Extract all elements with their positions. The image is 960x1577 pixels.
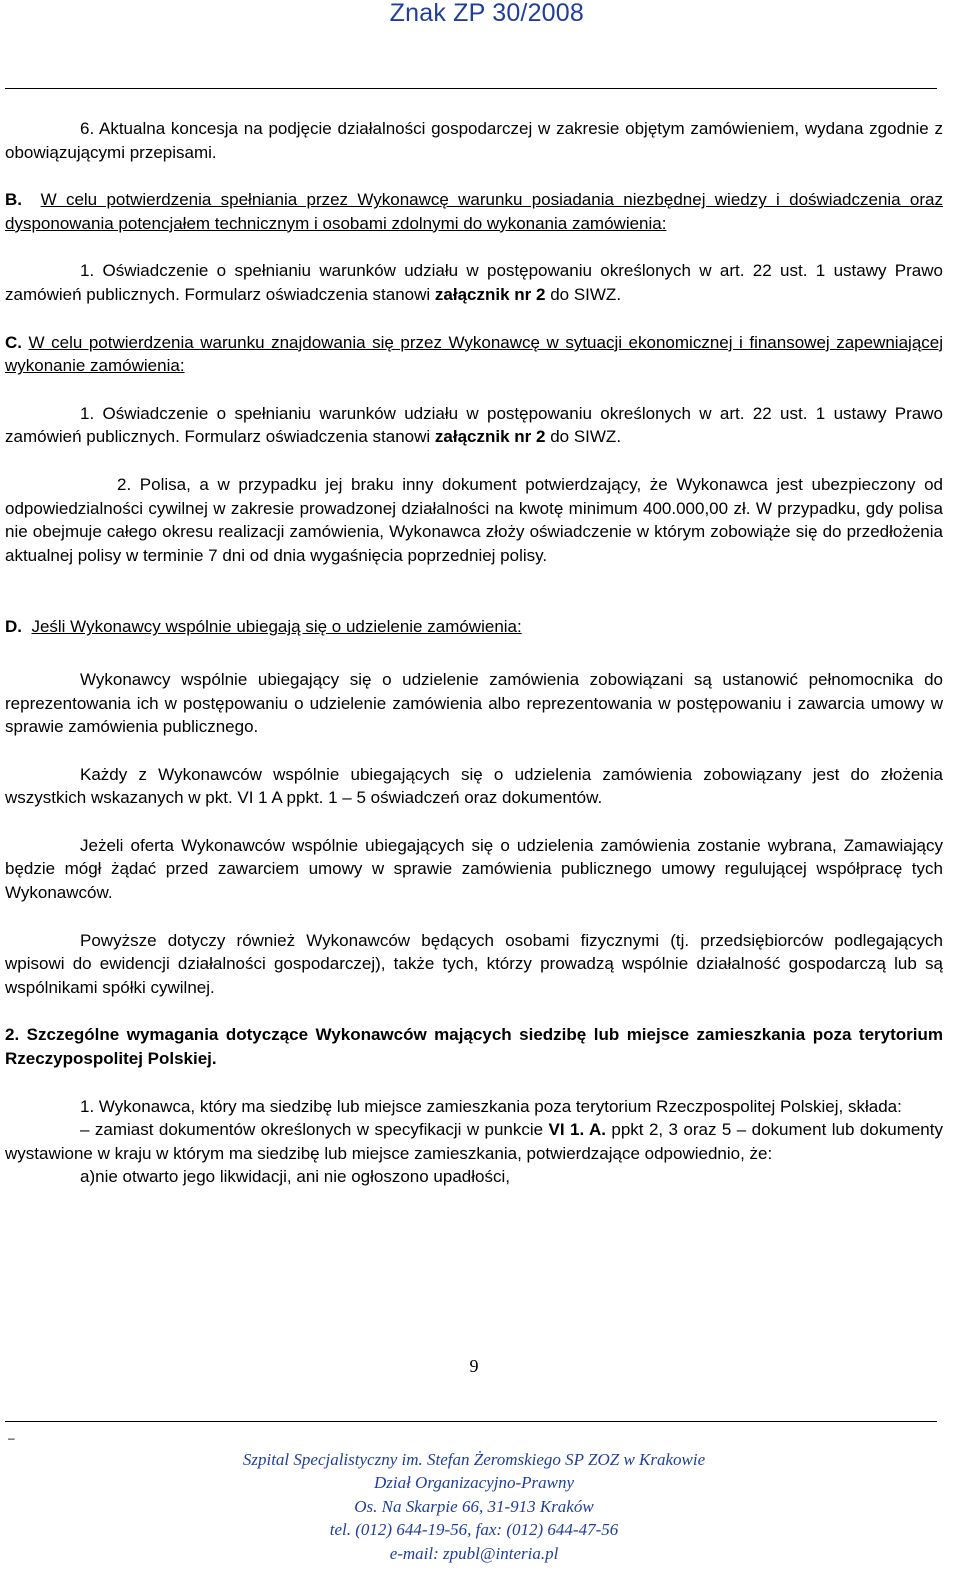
footer-address: Os. Na Skarpie 66, 31-913 Kraków [354,1496,594,1516]
section-c-item-1-end: do SIWZ. [545,427,622,447]
section-2-paragraph-2-end: ppkt 2, 3 oraz 5 – dokument lub dokumenty wystawione w kraju w którym ma siedzibę lub miejsce zamieszkania, potwierdzające odpowiednio, że: [5,1120,943,1163]
section-c-item-2: 2. Polisa, a w przypadku jej braku inny dokument potwierdzający, że Wykonawca jest ubezpieczony od odpowiedzialności cywilnej w zakresie prowadzonej działalności na kwotę minimum 400.000,00 zł. W przypadku, gdy polisa nie obejmuje całego okresu realizacji zamówienia, Wykonawca złoży oświadczenie w którym zobowiąże się do przedłożenia aktualnej polisy w terminie 7 dni od dnia wygaśnięcia poprzedniej polisy. [5,474,943,565]
section-2-paragraph-2 [5,1118,943,1165]
header-divider [5,88,937,89]
section-d-letter: D. [5,617,22,637]
section-2-heading: 2. Szczególne wymagania dotyczące Wykonawców mających siedzibę lub miejsce zamieszkania poza terytorium Rzeczypospolitej Polskiej. [5,1025,943,1069]
document-reference: Znak ZP 30/2008 [389,0,584,27]
section-c-attachment-ref: załącznik nr 2 [434,427,546,447]
footer-dash: – [8,1431,15,1445]
footer [0,1448,948,1565]
footer-email: e-mail: zpubl@interia.pl [389,1543,559,1563]
section-2-paragraph-3: a)nie otwarto jego likwidacji, ani nie ogłoszono upadłości, [80,1167,510,1187]
section-b-letter: B. [5,190,22,210]
section-c-heading-text: W celu potwierdzenia warunku znajdowania się przez Wykonawcę w sytuacji ekonomicznej i finansowej zapewniającej wykonanie zamówienia: [5,332,943,376]
section-d-heading [5,615,943,639]
section-a-item-6: 6. Aktualna koncesja na podjęcie działalności gospodarczej w zakresie objętym zamówieniem, wydana zgodnie z obowiązującymi przepisami. [5,119,943,162]
document-body [5,117,943,1189]
section-d-paragraph-1: Wykonawcy wspólnie ubiegający się o udzielenie zamówienia zobowiązani są ustanowić pełnomocnika do reprezentowania ich w postępowaniu o udzielenie zamówienia albo reprezentowania w postępowaniu i zawarcia umowy w sprawie zamówienia publicznego. [5,669,943,737]
section-2-point-ref: VI 1. A. [548,1120,606,1140]
section-d-paragraph-4: Powyższe dotyczy również Wykonawców będących osobami fizycznymi (tj. przedsiębiorców podlegających wpisowi do ewidencji działalności gospodarczej), także tych, którzy prowadzą wspólnie działalność gospodarczą lub są wspólnikami spółki cywilnej. [5,930,943,997]
section-b-item-1-end: do SIWZ. [545,284,622,304]
section-d-heading-text: Jeśli Wykonawcy wspólnie ubiegają się o udzielenie zamówienia: [31,617,522,637]
section-d-paragraph-2: Każdy z Wykonawców wspólnie ubiegających się o udzielenia zamówienia zobowiązany jest do złożenia wszystkich wskazanych w pkt. VI 1 A ppkt. 1 – 5 oświadczeń oraz dokumentów. [5,764,943,808]
footer-institution: Szpital Specjalistyczny im. Stefan Żeromskiego SP ZOZ w Krakowie [242,1450,706,1469]
section-b-heading [5,188,943,235]
section-2-paragraph-2-start: – zamiast dokumentów określonych w specyfikacji w punkcie [80,1120,549,1140]
section-c-item-1 [5,402,943,449]
section-c-item-1-text: 1. Oświadczenie o spełnianiu warunków udziału w postępowaniu określonych w art. 22 ust. 1 ustawy Prawo zamówień publicznych. Formularz oświadczenia stanowi [5,403,943,447]
footer-department: Dział Organizacyjno-Prawny [373,1473,575,1493]
section-2-paragraph-1: 1. Wykonawca, który ma siedzibę lub miejsce zamieszkania poza terytorium Rzeczpospolitej Polskiej, składa: [80,1096,902,1116]
section-c-letter: C. [5,332,22,352]
section-b-attachment-ref: załącznik nr 2 [434,284,546,304]
section-d-paragraph-3: Jeżeli oferta Wykonawców wspólnie ubiegających się o udzielenia zamówienia zostanie wybrana, Zamawiający będzie mógł żądać przed zawarciem umowy w sprawie zamówienia publicznego umowy regulującej współpracę tych Wykonawców. [5,835,943,903]
section-b-item-1 [5,259,943,306]
page-number: 9 [469,1356,479,1376]
footer-phone-fax: tel. (012) 644-19-56, fax: (012) 644-47-56 [329,1520,619,1540]
section-b-item-1-text: 1. Oświadczenie o spełnianiu warunków udziału w postępowaniu określonych w art. 22 ust. 1 ustawy Prawo zamówień publicznych. Formularz oświadczenia stanowi [5,261,943,304]
footer-divider [5,1421,937,1422]
section-b-heading-text: W celu potwierdzenia spełniania przez Wykonawcę warunku posiadania niezbędnej wiedzy i doświadczenia oraz dysponowania potencjałem technicznym i osobami zdolnymi do wykonania zamówienia: [5,190,943,233]
section-c-heading [5,331,943,378]
